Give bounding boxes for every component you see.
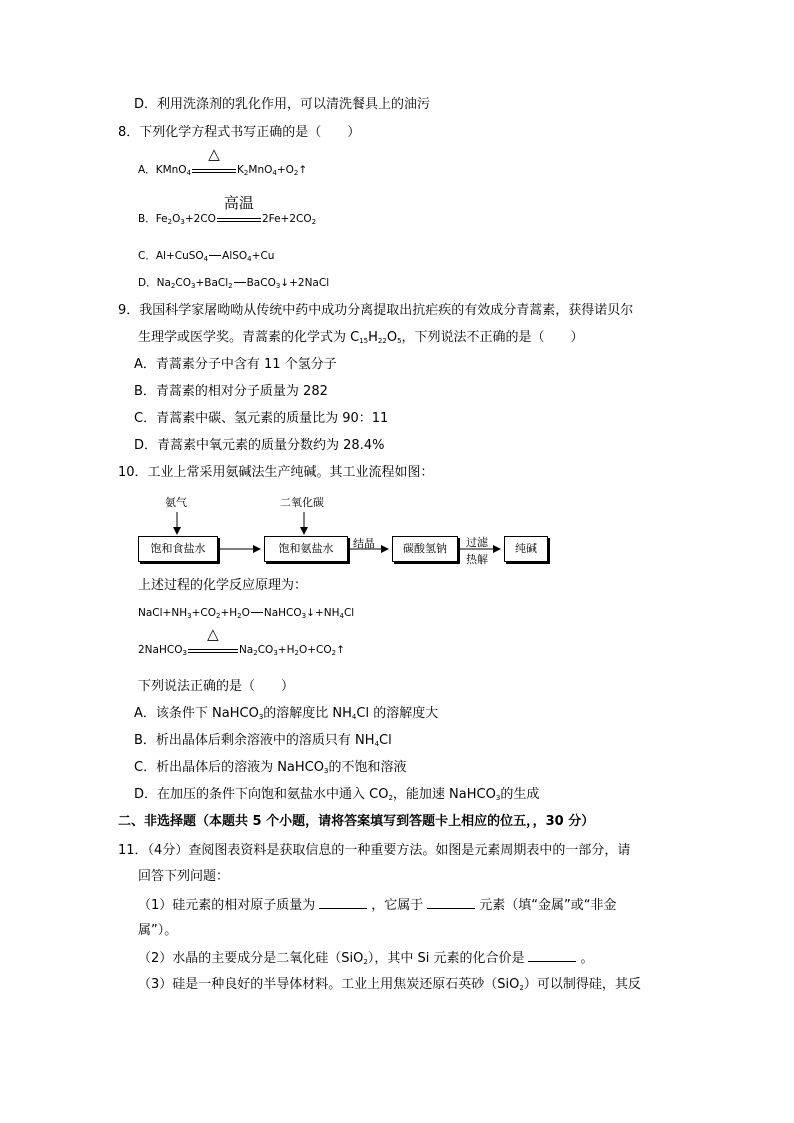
flow-box-soda-ash: 纯碱	[504, 536, 548, 562]
q11-part3: （3）硅是一种良好的半导体材料。工业上用焦炭还原石英砂（SiO$_2$）可以制得硅，其反	[138, 977, 641, 992]
q10-principle: 上述过程的化学反应原理为：	[138, 578, 308, 593]
q9-stem-line2: 生理学或医学奖。青蒿素的化学式为 $C_{15}H_{22}O_5$，下列说法不正确的是（ ）	[138, 330, 584, 345]
q8-stem: 8．下列化学方程式书写正确的是（ ）	[118, 125, 361, 140]
q11-part1-cont: 属”）。	[138, 923, 178, 938]
q8-option-c: C．Al+CuSO$_4$ AlSO$_4$+Cu	[138, 250, 275, 263]
q10-ask: 下列说法正确的是（ ）	[138, 679, 295, 694]
q9-option-c: C．青蒿素中碳、氢元素的质量比为 90：11	[134, 411, 389, 426]
q10-option-c: C．析出晶体后的溶液为 NaHCO$_3$的不饱和溶液	[134, 760, 407, 775]
q10-option-b: B．析出晶体后剩余溶液中的溶质只有 $NH_4Cl$	[134, 733, 392, 748]
q10-option-a: A．该条件下 NaHCO$_3$的溶解度比 $NH_4Cl$ 的溶解度大	[134, 706, 439, 721]
flow-step-crystallize: 结晶	[353, 537, 375, 550]
q11-part2: （2）水晶的主要成分是二氧化硅（SiO$_2$），其中 Si 元素的化合价是 。	[138, 951, 594, 966]
q10-stem: 10．工业上常采用氨碱法生产纯碱。其工业流程如图：	[118, 465, 434, 480]
q11-part1: （1）硅元素的相对原子质量为 ，它属于 元素（填“金属”或“非金	[138, 898, 617, 913]
flow-box-ammoniated-brine: 饱和氨盐水	[264, 536, 348, 562]
answer-blank-3[interactable]	[528, 949, 576, 962]
q8-option-d: D．$Na_2CO_3+BaCl_2$ BaCO$_3$↓+2NaCl	[138, 277, 330, 290]
reaction-2: 2NaHCO$_3$ △ $Na_2CO_3+H_2O+CO_2↑$	[138, 625, 345, 657]
flow-input-co2: 二氧化碳	[280, 496, 324, 509]
q9-option-d: D．青蒿素中氧元素的质量分数约为 28.4%	[134, 438, 385, 453]
q11-stem-line1: 11．（4分）查阅图表资料是获取信息的一种重要方法。如图是元素周期表中的一部分，请	[118, 843, 631, 858]
q10-option-d: D．在加压的条件下向饱和氨盐水中通入 $CO_2$，能加速 NaHCO$_3$的生成	[134, 787, 540, 802]
answer-blank-2[interactable]	[427, 896, 475, 909]
q11-stem-line2: 回答下列问题：	[138, 869, 230, 884]
q7-option-d: D．利用洗涤剂的乳化作用，可以清洗餐具上的油污	[134, 97, 431, 112]
answer-blank-1[interactable]	[319, 896, 367, 909]
flow-input-ammonia: 氨气	[165, 496, 187, 509]
q9-stem-line1: 9．我国科学家屠呦呦从传统中药中成功分离提取出抗疟疾的有效成分青蒿素，获得诺贝尔	[118, 303, 634, 318]
q8-option-a: A．KMnO$_4$ △ $K_2MnO_4+O_2↑$	[138, 145, 308, 177]
reaction-1: $NaCl+NH_3+CO_2+H_2O$ $NaHCO_3↓+NH_4Cl$	[138, 607, 355, 620]
q9-option-b: B．青蒿素的相对分子质量为 282	[134, 384, 328, 399]
q9-option-a: A．青蒿素分子中含有 11 个氢分子	[134, 357, 337, 372]
flow-box-saturated-brine: 饱和食盐水	[138, 536, 218, 562]
q8-option-b: B．$Fe_2O_3+2CO$ 高温 $2Fe+2CO_2$	[138, 194, 317, 226]
flow-step-filter: 过滤	[466, 536, 488, 549]
section-2-heading: 二、非选择题（本题共 5 个小题，请将答案填写到答题卡上相应的位五，，30 分）	[118, 814, 595, 829]
flow-step-pyrolysis: 热解	[466, 553, 488, 566]
flow-box-sodium-bicarbonate: 碳酸氢钠	[392, 536, 458, 562]
